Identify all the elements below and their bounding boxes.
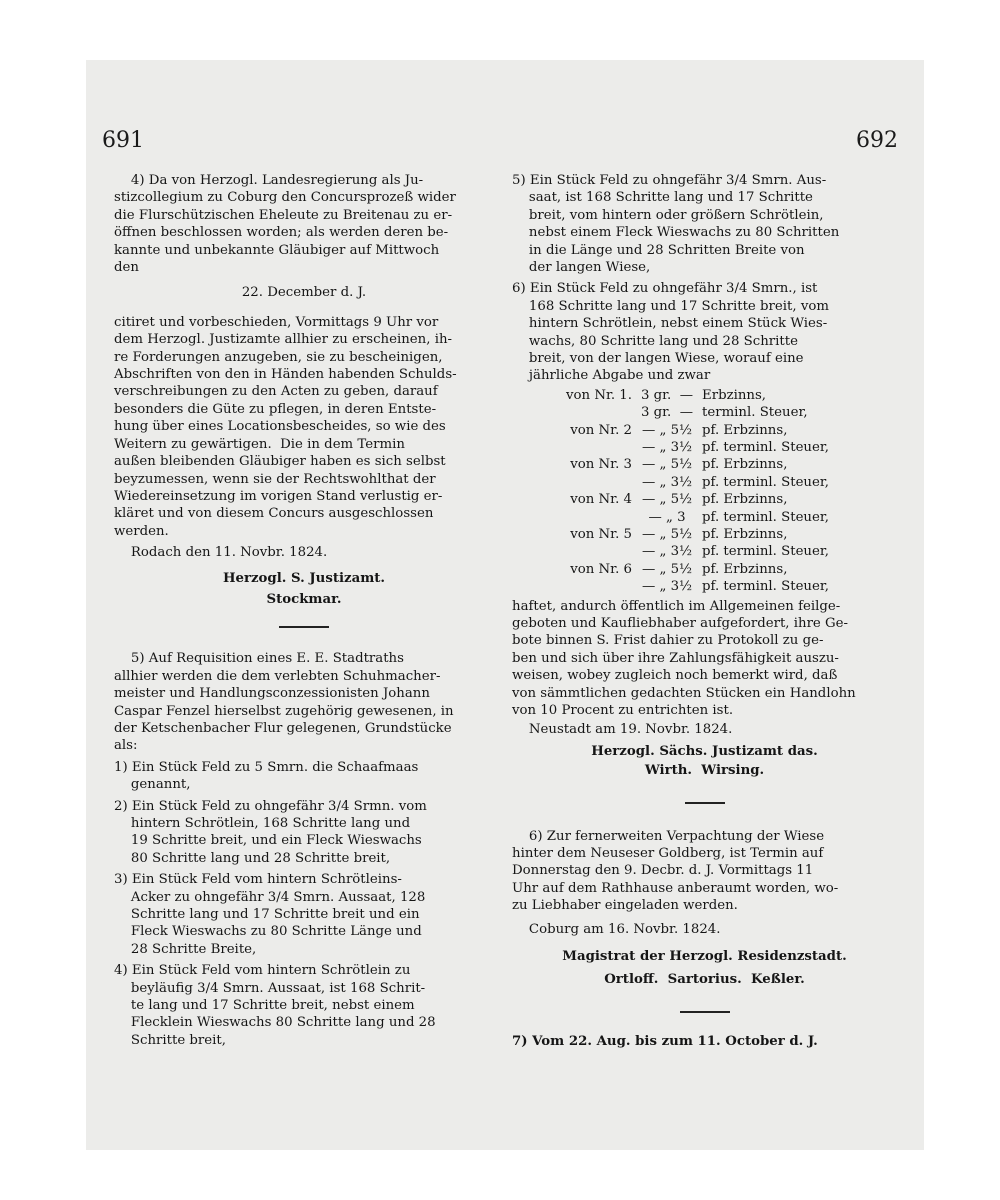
list-item-continued: Schritte lang und 17 Schritte breit und ein — [114, 907, 420, 923]
table-cell: — „ 3½ — [642, 440, 692, 456]
table-cell: von Nr. 6 — [570, 561, 632, 577]
table-cell: von Nr. 3 — [570, 457, 632, 473]
table-cell: von Nr. 2 — [570, 422, 632, 438]
text-line: Wiedereinsetzung im vorigen Stand verlustig er- — [114, 488, 443, 504]
text-line: öffnen beschlossen worden; als werden deren be- — [114, 225, 449, 241]
section-heading: 7) Vom 22. Aug. bis zum 11. October d. J. — [512, 1033, 818, 1049]
list-item: 6) Ein Stück Feld zu ohngefähr 3/4 Smrn., ist — [512, 281, 818, 297]
table-cell: von Nr. 5 — [570, 527, 632, 542]
text-line: kläret und von diesem Concurs ausgeschlossen — [114, 506, 434, 522]
text-line: Donnerstag den 9. Decbr. d. J. Vormittags 11 — [512, 863, 814, 879]
table-cell: — „ 5½ — [642, 527, 692, 542]
text-line: hinter dem Neuseser Goldberg, ist Termin auf — [512, 846, 824, 862]
text-line: Abschriften von den in Händen habenden Schulds- — [114, 367, 457, 383]
list-item: 1) Ein Stück Feld zu 5 Smrn. die Schaafmaas — [114, 759, 419, 775]
text-line: als: — [114, 738, 138, 754]
text-line: den — [114, 260, 139, 276]
list-item-continued: hintern Schrötlein, 168 Schritte lang und — [114, 816, 411, 831]
table-cell: pf. terminl. Steuer, — [702, 579, 829, 595]
table-cell: Erbzinns, — [702, 387, 767, 403]
list-item-continued: genannt, — [114, 777, 191, 793]
section-divider — [680, 1011, 730, 1013]
table-cell: pf. Erbzinns, — [702, 492, 788, 508]
table-cell: pf. Erbzinns, — [702, 457, 788, 473]
text-line: 6) Zur fernerweiten Verpachtung der Wiese — [512, 828, 825, 844]
table-cell — [512, 439, 632, 456]
table-cell: 3 gr. — — [640, 387, 694, 403]
list-item-continued: 28 Schritte Breite, — [114, 941, 257, 957]
table-row — [512, 491, 897, 508]
text-line: kannte und unbekannte Gläubiger auf Mittwoch — [114, 242, 440, 258]
text-line: weisen, wobey zugleich noch bemerkt wird, daß — [512, 668, 838, 684]
table-row — [512, 561, 897, 578]
list-item-continued: beyläufig 3/4 Smrn. Aussaat, ist 168 Schrit- — [114, 980, 426, 996]
table-cell: terminl. Steuer, — [702, 405, 808, 421]
list-item-continued: Schritte breit, — [114, 1032, 226, 1048]
table-cell: 3 gr. — — [640, 405, 694, 421]
text-line: dem Herzogl. Justizamte allhier zu erscheinen, ih- — [114, 332, 452, 348]
text-line: 5) Auf Requisition eines E. E. Stadtraths — [114, 651, 404, 667]
table-row — [512, 543, 897, 560]
page-number-left: 691 — [102, 128, 144, 153]
signature-office: Magistrat der Herzogl. Residenzstadt. — [562, 949, 847, 965]
table-cell: pf. Erbzinns, — [702, 561, 788, 577]
table-row — [512, 422, 897, 439]
table-cell: — „ 3 — [648, 509, 686, 525]
list-item: 4) Ein Stück Feld vom hintern Schrötlein zu — [114, 963, 411, 979]
table-cell — [512, 578, 632, 595]
list-item-continued: breit, vom hintern oder größern Schrötlein, — [512, 207, 824, 223]
list-item-continued: saat, ist 168 Schritte lang und 17 Schritte — [512, 190, 813, 206]
list-item: 3) Ein Stück Feld vom hintern Schrötleins- — [114, 872, 402, 888]
place-date-line: Rodach den 11. Novbr. 1824. — [114, 545, 328, 561]
table-cell: pf. terminl. Steuer, — [702, 509, 829, 525]
list-item-continued: Flecklein Wieswachs 80 Schritte lang und 28 — [114, 1015, 436, 1031]
left-column — [114, 172, 494, 1049]
text-line: re Forderungen anzugeben, sie zu bescheinigen, — [114, 349, 443, 365]
text-line: 4) Da von Herzogl. Landesregierung als Ju- — [114, 173, 424, 188]
table-row — [512, 578, 897, 595]
table-cell — [512, 543, 632, 560]
text-line: zu Liebhaber eingeladen werden. — [512, 898, 738, 914]
text-line: citiret und vorbeschieden, Vormittags 9 Uhr vor — [114, 314, 439, 330]
list-item: 5) Ein Stück Feld zu ohngefähr 3/4 Smrn. Aus- — [512, 173, 827, 188]
table-row — [512, 526, 897, 543]
table-cell: von Nr. 4 — [570, 492, 632, 508]
list-item-continued: 168 Schritte lang und 17 Schritte breit, vom — [512, 298, 829, 314]
list-item-continued: 19 Schritte breit, und ein Fleck Wieswachs — [114, 833, 422, 849]
table-cell: — „ 5½ — [642, 422, 692, 438]
list-item-continued: jährliche Abgabe und zwar — [512, 368, 711, 384]
text-line: hung über eines Locationsbescheides, so wie des — [114, 419, 446, 435]
list-item-continued: te lang und 17 Schritte breit, nebst einem — [114, 998, 415, 1014]
text-line: werden. — [114, 523, 169, 539]
section-divider — [685, 802, 725, 804]
text-line: von sämmtlichen gedachten Stücken ein Handlohn — [512, 685, 856, 701]
text-line: die Flurschützischen Eheleute zu Breitenau zu er- — [114, 207, 453, 223]
table-cell: — „ 3½ — [642, 579, 692, 595]
list-item-continued: der langen Wiese, — [512, 260, 651, 276]
text-line: beyzumessen, wenn sie der Rechtswohlthat der — [114, 471, 436, 487]
text-line: außen bleibenden Gläubiger haben es sich selbst — [114, 454, 446, 470]
signature-office: Herzogl. S. Justizamt. — [222, 570, 386, 586]
right-column — [512, 172, 897, 1050]
levy-table — [512, 387, 897, 596]
place-date-line: Neustadt am 19. Novbr. 1824. — [512, 722, 733, 738]
signature-office: Herzogl. Sächs. Justizamt das. — [591, 743, 818, 759]
text-line: von 10 Procent zu entrichten ist. — [512, 703, 734, 718]
text-line: ben und sich über ihre Zahlungsfähigkeit auszu- — [512, 650, 839, 666]
table-cell: pf. terminl. Steuer, — [702, 544, 829, 560]
table-cell — [512, 474, 632, 491]
signature-name: Ortloff. Sartorius. Keßler. — [604, 972, 805, 988]
text-line: besonders die Güte zu pflegen, in deren Entste- — [114, 401, 437, 417]
text-line: verschreibungen zu den Acten zu geben, darauf — [114, 384, 438, 400]
list-item-continued: in die Länge und 28 Schritten Breite von — [512, 242, 805, 258]
text-line: haftet, andurch öffentlich im Allgemeinen feilge- — [512, 598, 841, 614]
table-cell: pf. terminl. Steuer, — [702, 474, 829, 490]
page-number-right: 692 — [856, 128, 898, 153]
signature-name: Wirth. Wirsing. — [644, 763, 765, 779]
text-line: Caspar Fenzel hierselbst zugehörig gewesenen, in — [114, 703, 454, 719]
list-item-continued: wachs, 80 Schritte lang und 28 Schritte — [512, 333, 798, 349]
table-row — [512, 474, 897, 491]
table-cell: pf. terminl. Steuer, — [702, 440, 829, 456]
list-item-continued: Acker zu ohngefähr 3/4 Smrn. Aussaat, 128 — [114, 889, 426, 905]
table-cell: — „ 3½ — [642, 474, 692, 490]
table-row — [512, 404, 897, 421]
table-cell: — „ 3½ — [642, 544, 692, 560]
table-cell — [512, 509, 632, 526]
text-line: Weitern zu gewärtigen. Die in dem Termin — [114, 436, 405, 452]
table-cell — [512, 404, 632, 421]
table-row — [512, 439, 897, 456]
table-cell: — „ 5½ — [642, 492, 692, 508]
text-line: Uhr auf dem Rathhause anberaumt worden, wo- — [512, 880, 839, 896]
table-row — [512, 456, 897, 473]
list-item: 2) Ein Stück Feld zu ohngefähr 3/4 Srmn. vom — [114, 798, 427, 814]
list-item-continued: Fleck Wieswachs zu 80 Schritte Länge und — [114, 924, 422, 940]
section-divider — [279, 626, 329, 628]
table-cell: pf. Erbzinns, — [702, 422, 788, 438]
list-item-continued: breit, von der langen Wiese, worauf eine — [512, 351, 804, 367]
table-cell: von Nr. 1. — [566, 387, 632, 403]
text-line: meister und Handlungsconzessionisten Johann — [114, 686, 430, 702]
list-item-continued: 80 Schritte lang und 28 Schritte breit, — [114, 850, 391, 866]
table-row — [512, 387, 897, 404]
text-line: stizcollegium zu Coburg den Concursprozeß wider — [114, 190, 456, 206]
table-row — [512, 509, 897, 526]
list-item-continued: hintern Schrötlein, nebst einem Stück Wies- — [512, 316, 828, 332]
date-line: 22. December d. J. — [241, 285, 367, 301]
place-date-line: Coburg am 16. Novbr. 1824. — [512, 921, 721, 937]
table-cell: — „ 5½ — [642, 561, 692, 577]
table-cell: — „ 5½ — [642, 457, 692, 473]
text-line: allhier werden die dem verlebten Schuhmacher- — [114, 668, 441, 684]
text-line: der Ketschenbacher Flur gelegenen, Grundstücke — [114, 720, 452, 736]
table-cell: pf. Erbzinns, — [702, 527, 788, 542]
text-line: geboten und Kaufliebhaber aufgefordert, ihre Ge- — [512, 615, 849, 631]
signature-name: Stockmar. — [266, 591, 342, 607]
text-line: bote binnen S. Frist dahier zu Protokoll zu ge- — [512, 633, 824, 649]
list-item-continued: nebst einem Fleck Wieswachs zu 80 Schritten — [512, 225, 840, 241]
